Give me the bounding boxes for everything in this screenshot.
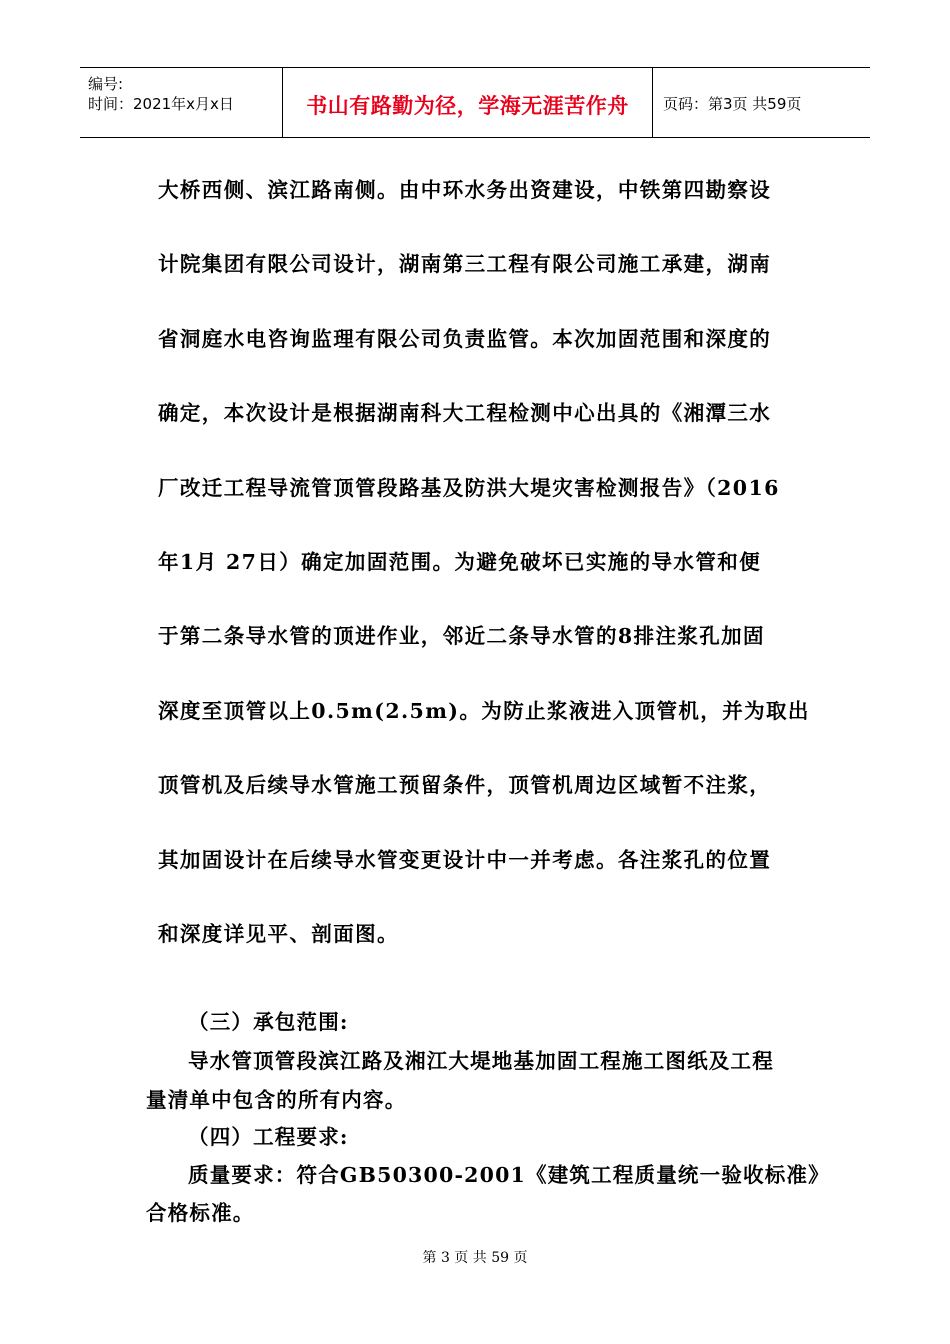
- header-motto-cell: [283, 68, 653, 137]
- paragraph-line: 顶管机及后续导水管施工预留条件，顶管机周边区域暂不注浆，: [158, 773, 772, 798]
- section-4-heading: （四）工程要求:: [188, 1125, 349, 1149]
- section-3-heading: （三）承包范围:: [188, 1010, 349, 1034]
- header-motto: 书山有路勤为径，学海无涯苦作舟: [306, 94, 629, 118]
- paragraph-line: 和深度详见平、剖面图。: [158, 921, 399, 946]
- document-time-label: 时间：2021年x月x日: [88, 95, 234, 113]
- paragraph-line: 大桥西侧、滨江路南侧。由中环水务出资建设，中铁第四勘察设: [158, 178, 772, 202]
- body-paragraph: [158, 174, 810, 992]
- section-4-text-line: 合格标准。: [146, 1201, 255, 1225]
- section-3-text-line: 量清单中包含的所有内容。: [146, 1088, 407, 1112]
- section-3-text-line: 导水管顶管段滨江路及湘江大堤地基加固工程施工图纸及工程: [188, 1049, 774, 1073]
- paragraph-line: 于第二条导水管的顶进作业，邻近二条导水管的8排注浆孔加固: [158, 624, 765, 649]
- header-meta-cell: [80, 68, 283, 137]
- header-page-cell: [653, 68, 870, 137]
- paragraph-line: 省洞庭水电咨询监理有限公司负责监管。本次加固范围和深度的: [158, 326, 772, 351]
- document-number-label: 编号:: [88, 75, 124, 93]
- header-page-code: 页码：第3页 共59页: [663, 95, 802, 113]
- paragraph-line: 年1月 27日）确定加固范围。为避免破坏已实施的导水管和便: [158, 549, 762, 574]
- page-footer: 第 3 页 共 59 页: [422, 1250, 528, 1266]
- paragraph-line: 确定，本次设计是根据湖南科大工程检测中心出具的《湘潭三水: [158, 401, 772, 426]
- paragraph-line: 深度至顶管以上0.5m(2.5m)。为防止浆液进入顶管机，并为取出: [158, 698, 810, 723]
- section-4-text-line: 质量要求：符合GB50300-2001《建筑工程质量统一验收标准》: [188, 1163, 830, 1187]
- paragraph-line: 厂改迁工程导流管顶管段路基及防洪大堤灾害检测报告》（2016: [158, 475, 780, 500]
- paragraph-line: 其加固设计在后续导水管变更设计中一并考虑。各注浆孔的位置: [158, 847, 772, 872]
- page-header: [80, 67, 870, 138]
- paragraph-line: 计院集团有限公司设计，湖南第三工程有限公司施工承建，湖南: [158, 252, 772, 277]
